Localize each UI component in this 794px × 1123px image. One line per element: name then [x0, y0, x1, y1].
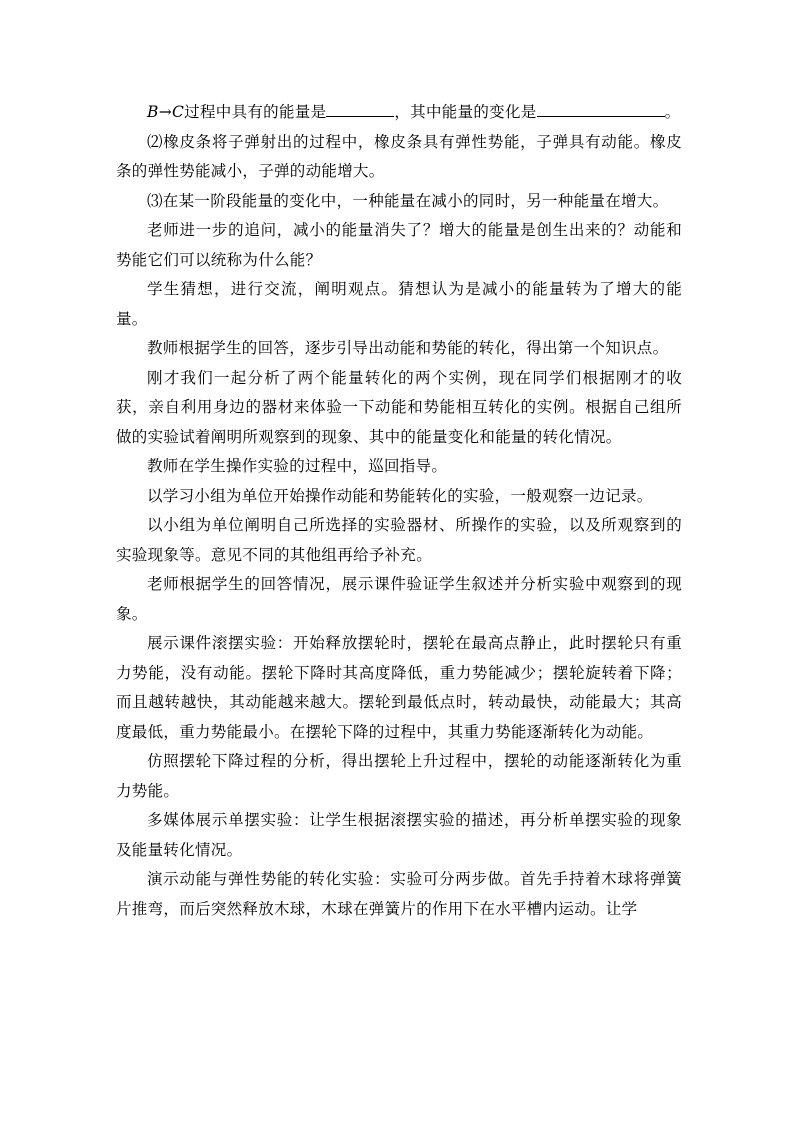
paragraph: 展示课件滚摆实验：开始释放摆轮时，摆轮在最高点静止，此时摆轮只有重力势能，没有动能。摆轮下降时其高度降低，重力势能减少；摆轮旋转着下降；而且越转越快，其动能越来越大。摆轮到最低点时，转动最快，动能最大；其高度最低，重力势能最小。在摆轮下降的过程中，其重力势能逐渐转化为动能。 — [116, 634, 682, 741]
paragraph-fill-in — [116, 98, 682, 128]
paragraph: 教师根据学生的回答，逐步引导出动能和势能的转化，得出第一个知识点。 — [147, 339, 669, 357]
paragraph: 以学习小组为单位开始操作动能和势能转化的实验，一般观察一边记录。 — [147, 486, 653, 505]
paragraph: 刚才我们一起分析了两个能量转化的两个实例，现在同学们根据刚才的收获，亲自利用身边的器材来体验一下动能和势能相互转化的实例。根据自己组所做的实验试着阐明所观察到的现象、其中的能量变化和能量的转化情况。 — [116, 368, 682, 446]
arrow-symbol: → — [158, 103, 172, 121]
document-body — [116, 98, 682, 924]
paragraph: 教师在学生操作实验的过程中，巡回指导。 — [147, 457, 448, 475]
paragraph: ⑶在某一阶段能量的变化中，一种能量在减小的同时，另一种能量在增大。 — [147, 191, 669, 210]
question-text-end: 。 — [664, 103, 681, 121]
paragraph: 老师进一步的追问，减小的能量消失了？增大的能量是创生出来的？动能和势能它们可以统称为什么能？ — [116, 221, 682, 269]
paragraph: 学生猜想，进行交流，阐明观点。猜想认为是减小的能量转为了增大的能量。 — [116, 280, 682, 328]
point-b-label: B — [147, 103, 159, 121]
point-c-label: C — [172, 103, 185, 121]
paragraph: 仿照摆轮下降过程的分析，得出摆轮上升过程中，摆轮的动能逐渐转化为重力势能。 — [116, 752, 682, 800]
answer-blank-energy-change — [537, 102, 665, 117]
question-text-part-2: ，其中能量的变化是 — [394, 103, 537, 121]
paragraph: 以小组为单位阐明自己所选择的实验器材、所操作的实验，以及所观察到的实验现象等。意见不同的其他组再给予补充。 — [116, 516, 682, 564]
answer-blank-energy — [326, 102, 394, 117]
question-text-part-1: 过程中具有的能量是 — [184, 103, 327, 121]
paragraph: 演示动能与弹性势能的转化实验：实验可分两步做。首先手持着木球将弹簧片推弯，而后突然释放木球，木球在弹簧片的作用下在水平槽内运动。让学 — [116, 870, 682, 918]
paragraph: ⑵橡皮条将子弹射出的过程中，橡皮条具有弹性势能，子弹具有动能。橡皮条的弹性势能减小，子弹的动能增大。 — [116, 132, 682, 180]
paragraph: 多媒体展示单摆实验：让学生根据滚摆实验的描述，再分析单摆实验的现象及能量转化情况。 — [116, 811, 682, 859]
paragraph: 老师根据学生的回答情况，展示课件验证学生叙述并分析实验中观察到的现象。 — [116, 575, 682, 623]
